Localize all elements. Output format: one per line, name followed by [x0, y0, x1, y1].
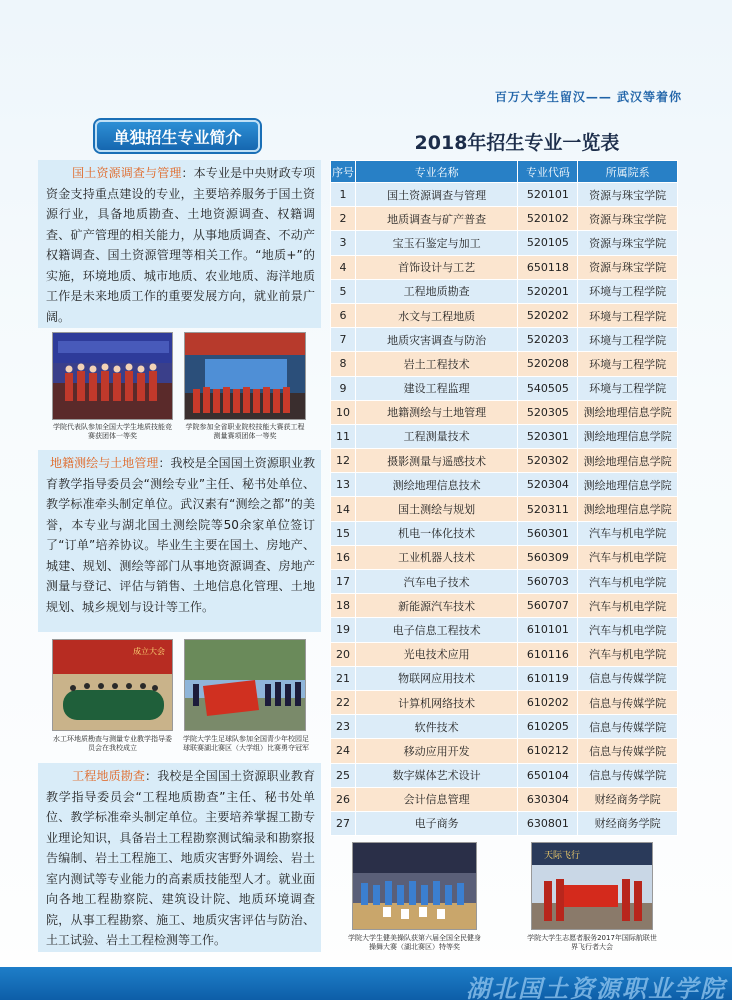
table-row: [331, 666, 678, 690]
photo-caption: 学院大学生健美操队获第六届全国全民健身操舞大赛（湖北赛区）特等奖: [348, 934, 481, 951]
cell-index: 15: [331, 521, 356, 545]
table-row: [331, 473, 678, 497]
photo-caption: 学院大学生志愿者服务2017年国际航联世界飞行者大会: [527, 934, 657, 951]
intro-block-cadastral-survey: [38, 450, 321, 632]
table-row: [331, 352, 678, 376]
cell-code: 610101: [518, 618, 578, 642]
cell-code: 520301: [518, 424, 578, 448]
intro-body: ：本专业是中央财政专项资金支持重点建设的专业，主要培养服务于国土资源行业，具备地质勘查、土地资源调查、权籍调查、矿产管理的相关能力，从事地质调查、不动产权籍调查、国土资源管理等相关工作。“地质+”的实施，环境地质、城市地质、农业地质、海洋地质工作是未来地质工作的重要发展方向，就业前景广阔。: [46, 166, 315, 324]
photo-aerobics-team: [352, 842, 477, 930]
cell-major: 移动应用开发: [355, 739, 517, 763]
table-title: 2018年招生专业一览表: [414, 132, 620, 154]
cell-index: 3: [331, 231, 356, 255]
table-row: [331, 207, 678, 231]
cell-code: 520203: [518, 328, 578, 352]
cell-index: 25: [331, 763, 356, 787]
cell-index: 20: [331, 642, 356, 666]
cell-major: 工程地质勘查: [355, 279, 517, 303]
table-row: [331, 570, 678, 594]
table-row: [331, 763, 678, 787]
cell-department: 信息与传媒学院: [578, 715, 678, 739]
intro-block-geology-survey: [38, 160, 321, 328]
cell-code: 520102: [518, 207, 578, 231]
table-row: [331, 811, 678, 835]
table-row: [331, 400, 678, 424]
cell-index: 17: [331, 570, 356, 594]
photo-football-team: [184, 639, 306, 731]
cell-index: 27: [331, 811, 356, 835]
cell-code: 560703: [518, 570, 578, 594]
cell-major: 工业机器人技术: [355, 545, 517, 569]
cell-major: 宝玉石鉴定与加工: [355, 231, 517, 255]
cell-department: 信息与传媒学院: [578, 690, 678, 714]
intro-block-engineering-geology: [38, 763, 321, 952]
section-title: 单独招生专业简介: [95, 120, 260, 152]
cell-code: 540505: [518, 376, 578, 400]
cell-major: 水文与工程地质: [355, 303, 517, 327]
cell-department: 信息与传媒学院: [578, 763, 678, 787]
photo-caption: 学院大学生足球队参加全国青少年校园足球联赛湖北赛区（大学组）比赛勇夺冠军: [183, 735, 309, 752]
cell-index: 21: [331, 666, 356, 690]
table-row: [331, 545, 678, 569]
cell-major: 测绘地理信息技术: [355, 473, 517, 497]
cell-index: 12: [331, 449, 356, 473]
slogan: 百万大学生留汉—— 武汉等着你: [494, 90, 682, 104]
cell-major: 国土资源调查与管理: [355, 183, 517, 207]
col-header-code: 专业代码: [518, 161, 578, 183]
cell-department: 汽车与机电学院: [578, 594, 678, 618]
table-header-row: [331, 161, 678, 183]
cell-department: 资源与珠宝学院: [578, 207, 678, 231]
cell-index: 14: [331, 497, 356, 521]
cell-major: 电子商务: [355, 811, 517, 835]
cell-department: 环境与工程学院: [578, 279, 678, 303]
cell-index: 9: [331, 376, 356, 400]
table-row: [331, 497, 678, 521]
photo-caption: 学院参加全省职业院校技能大赛获工程测量赛项团体一等奖: [185, 423, 305, 440]
photo-committee-founding: [52, 639, 173, 731]
banner-text: 成立大会: [133, 647, 165, 656]
cell-index: 4: [331, 255, 356, 279]
cell-index: 18: [331, 594, 356, 618]
table-row: [331, 424, 678, 448]
footer-watermark: 湖北国土资源职业学院: [466, 974, 726, 1000]
cell-code: 610212: [518, 739, 578, 763]
cell-major: 地籍测绘与土地管理: [355, 400, 517, 424]
cell-index: 7: [331, 328, 356, 352]
table-row: [331, 303, 678, 327]
cell-major: 首饰设计与工艺: [355, 255, 517, 279]
photo-survey-contest: [184, 332, 306, 420]
cell-index: 1: [331, 183, 356, 207]
cell-department: 测绘地理信息学院: [578, 400, 678, 424]
cell-code: 560301: [518, 521, 578, 545]
cell-major: 岩土工程技术: [355, 352, 517, 376]
table-row: [331, 376, 678, 400]
cell-index: 2: [331, 207, 356, 231]
cell-index: 16: [331, 545, 356, 569]
cell-department: 汽车与机电学院: [578, 545, 678, 569]
cell-code: 520208: [518, 352, 578, 376]
cell-department: 财经商务学院: [578, 811, 678, 835]
cell-code: 560707: [518, 594, 578, 618]
cell-department: 汽车与机电学院: [578, 642, 678, 666]
cell-index: 6: [331, 303, 356, 327]
cell-code: 520305: [518, 400, 578, 424]
table-row: [331, 328, 678, 352]
cell-major: 摄影测量与遥感技术: [355, 449, 517, 473]
table-row: [331, 787, 678, 811]
intro-heading: 工程地质勘查: [72, 769, 146, 783]
table-row: [331, 279, 678, 303]
table-row: [331, 231, 678, 255]
cell-code: 520202: [518, 303, 578, 327]
cell-department: 环境与工程学院: [578, 328, 678, 352]
table-row: [331, 521, 678, 545]
cell-code: 520201: [518, 279, 578, 303]
photo-geology-contest: [52, 332, 173, 420]
cell-index: 26: [331, 787, 356, 811]
cell-major: 计算机网络技术: [355, 690, 517, 714]
cell-major: 新能源汽车技术: [355, 594, 517, 618]
cell-major: 地质灾害调查与防治: [355, 328, 517, 352]
cell-major: 汽车电子技术: [355, 570, 517, 594]
table-row: [331, 594, 678, 618]
cell-department: 汽车与机电学院: [578, 618, 678, 642]
cell-department: 环境与工程学院: [578, 352, 678, 376]
photo-caption: 学院代表队参加全国大学生地质技能竞赛获团体一等奖: [53, 423, 172, 440]
cell-index: 23: [331, 715, 356, 739]
cell-department: 测绘地理信息学院: [578, 449, 678, 473]
cell-department: 环境与工程学院: [578, 376, 678, 400]
cell-code: 650104: [518, 763, 578, 787]
cell-department: 环境与工程学院: [578, 303, 678, 327]
cell-code: 630304: [518, 787, 578, 811]
cell-code: 520101: [518, 183, 578, 207]
cell-code: 520304: [518, 473, 578, 497]
banner-text: 天际飞行: [543, 851, 581, 861]
cell-major: 物联网应用技术: [355, 666, 517, 690]
cell-index: 22: [331, 690, 356, 714]
photo-caption: 水工环地质勘查与测量专业教学指导委员会在我校成立: [53, 735, 172, 752]
cell-department: 汽车与机电学院: [578, 570, 678, 594]
cell-code: 610202: [518, 690, 578, 714]
table-row: [331, 255, 678, 279]
cell-code: 610119: [518, 666, 578, 690]
cell-code: 560309: [518, 545, 578, 569]
photo-volunteers: [531, 842, 653, 930]
table-row: [331, 642, 678, 666]
cell-index: 10: [331, 400, 356, 424]
cell-department: 财经商务学院: [578, 787, 678, 811]
cell-major: 会计信息管理: [355, 787, 517, 811]
intro-body: ：我校是全国国土资源职业教育教学指导委员会“工程地质勘查”主任、秘书处单位、教学标准牵头制定单位。主要培养掌握工勘专业理论知识，具备岩土工程勘察测试编录和勘察报告编制、岩土工程施工、地质灾害野外调绘、岩土室内测试等专业能力的高素质技能型人才。就业面向各地工程勘察院、建筑设计院、地质环境调查院，从事工程勘察、施工、地质灾害评估与防治、土工试验、岩土工程检测等工作。: [46, 769, 315, 947]
cell-department: 测绘地理信息学院: [578, 424, 678, 448]
cell-department: 测绘地理信息学院: [578, 497, 678, 521]
cell-department: 资源与珠宝学院: [578, 183, 678, 207]
table-row: [331, 449, 678, 473]
cell-index: 19: [331, 618, 356, 642]
cell-code: 520311: [518, 497, 578, 521]
col-header-index: 序号: [331, 161, 356, 183]
cell-major: 数字媒体艺术设计: [355, 763, 517, 787]
cell-code: 520105: [518, 231, 578, 255]
footer-bar: [0, 967, 732, 1000]
cell-major: 建设工程监理: [355, 376, 517, 400]
cell-major: 地质调查与矿产普查: [355, 207, 517, 231]
cell-major: 光电技术应用: [355, 642, 517, 666]
majors-table: [330, 160, 678, 836]
cell-department: 信息与传媒学院: [578, 739, 678, 763]
cell-index: 8: [331, 352, 356, 376]
col-header-department: 所属院系: [578, 161, 678, 183]
cell-code: 650118: [518, 255, 578, 279]
cell-department: 资源与珠宝学院: [578, 231, 678, 255]
cell-code: 610205: [518, 715, 578, 739]
cell-department: 测绘地理信息学院: [578, 473, 678, 497]
cell-index: 24: [331, 739, 356, 763]
cell-code: 630801: [518, 811, 578, 835]
cell-index: 11: [331, 424, 356, 448]
table-row: [331, 690, 678, 714]
table-row: [331, 183, 678, 207]
cell-major: 国土测绘与规划: [355, 497, 517, 521]
cell-department: 信息与传媒学院: [578, 666, 678, 690]
cell-code: 520302: [518, 449, 578, 473]
intro-body: ：我校是全国国土资源职业教育教学指导委员会“测绘专业”主任、秘书处单位、教学标准牵头制定单位。武汉素有“测绘之都”的美誉，本专业与湖北国土测绘院等50余家单位签订了“订单”培养协议。毕业生主要在国土、房地产、城建、规划、测绘等部门从事地资源调查、房地产测量与登记、评估与销售、土地信息化管理、土地规划、城乡规划与设计等工作。: [46, 456, 315, 614]
table-row: [331, 618, 678, 642]
cell-department: 汽车与机电学院: [578, 521, 678, 545]
intro-heading: 国土资源调查与管理: [72, 166, 182, 180]
table-row: [331, 739, 678, 763]
cell-major: 工程测量技术: [355, 424, 517, 448]
cell-index: 5: [331, 279, 356, 303]
cell-major: 软件技术: [355, 715, 517, 739]
col-header-major: 专业名称: [355, 161, 517, 183]
cell-code: 610116: [518, 642, 578, 666]
cell-major: 机电一体化技术: [355, 521, 517, 545]
cell-major: 电子信息工程技术: [355, 618, 517, 642]
cell-index: 13: [331, 473, 356, 497]
table-row: [331, 715, 678, 739]
cell-department: 资源与珠宝学院: [578, 255, 678, 279]
intro-heading: 地籍测绘与土地管理: [50, 456, 159, 470]
